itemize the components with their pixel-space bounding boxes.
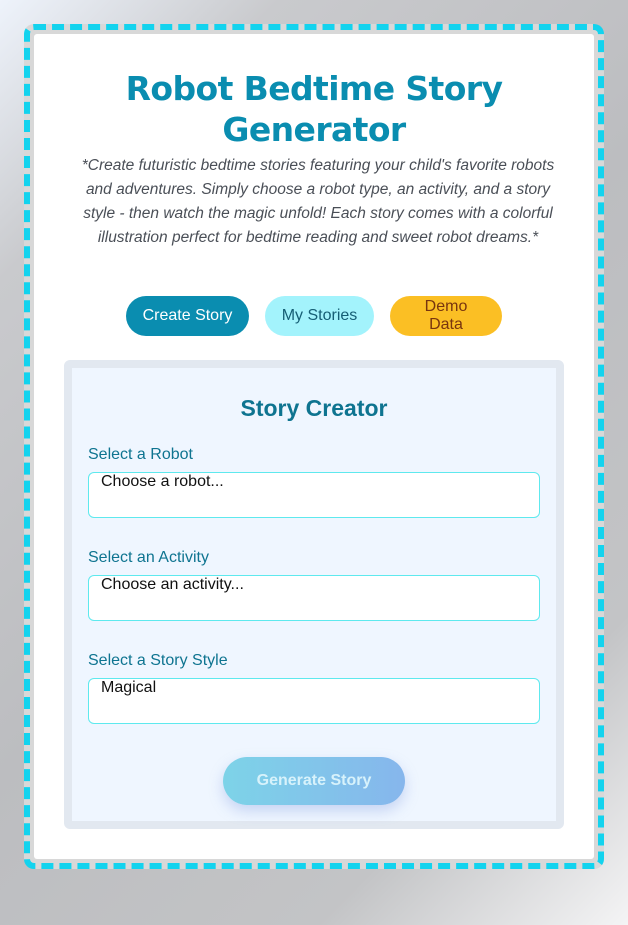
tab-my-stories[interactable]: My Stories <box>265 296 374 336</box>
activity-select-value: Choose an activity... <box>101 576 244 593</box>
tab-create-story[interactable]: Create Story <box>126 296 249 336</box>
outer-dashed-frame <box>24 24 604 869</box>
page-subtitle: *Create futuristic bedtime stories featuring your child's favorite robots and adventures. Simply choose a robot type, an activity, and a story style - then watch the magic unfold! Each story comes with a colorful illustration perfect for bedtime reading and sweet robot dreams.* <box>81 157 555 246</box>
tab-demo-data[interactable]: Demo Data <box>390 296 502 336</box>
robot-select-value: Choose a robot... <box>101 473 224 490</box>
activity-select[interactable] <box>88 575 540 621</box>
main-card <box>34 34 594 859</box>
story-style-select-value: Magical <box>101 679 157 696</box>
activity-select-label: Select an Activity <box>88 549 209 566</box>
story-style-select[interactable] <box>88 678 540 724</box>
story-style-select-label: Select a Story Style <box>88 652 228 669</box>
generate-story-button[interactable]: Generate Story <box>223 757 405 805</box>
story-creator-panel <box>64 360 564 829</box>
nav-tabs <box>34 296 594 336</box>
robot-select[interactable] <box>88 472 540 518</box>
page-title: Robot Bedtime Story Generator <box>125 69 503 149</box>
story-creator-title: Story Creator <box>240 395 388 421</box>
robot-select-label: Select a Robot <box>88 446 193 463</box>
